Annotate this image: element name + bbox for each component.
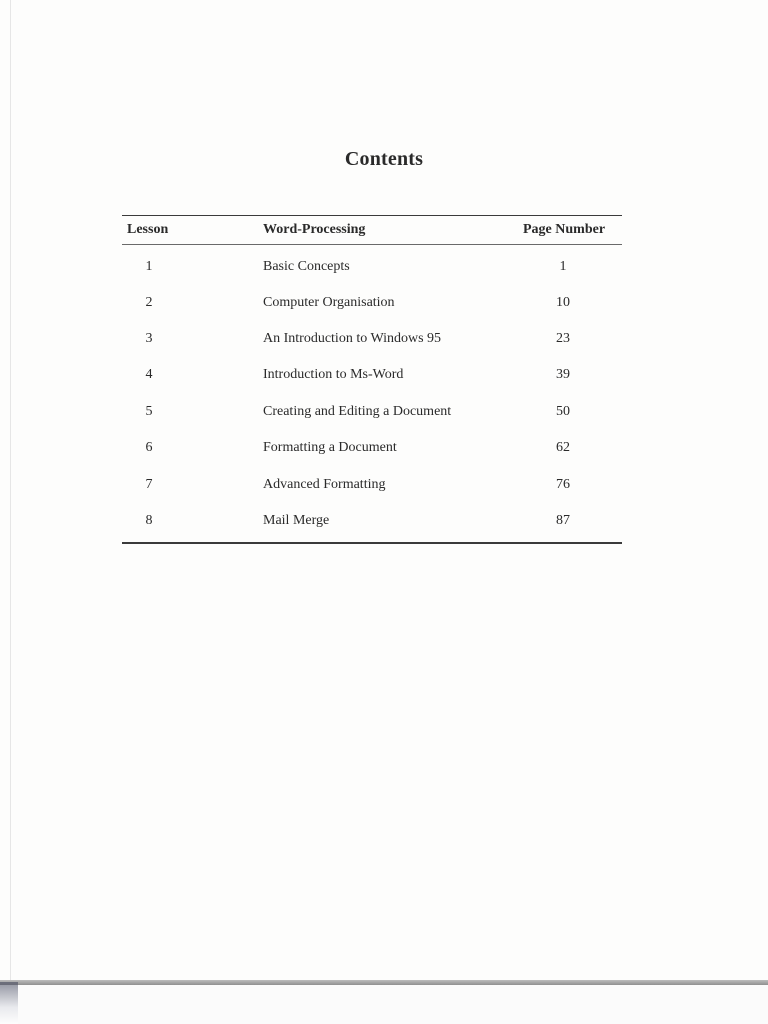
page-number: 23 <box>556 331 570 346</box>
table-row <box>0 259 768 279</box>
binding-corner <box>0 982 18 1024</box>
table-row <box>0 367 768 387</box>
table-row <box>0 331 768 351</box>
lesson-title: Formatting a Document <box>263 440 397 455</box>
table-row <box>0 440 768 460</box>
lesson-number: 8 <box>145 513 153 528</box>
page-number: 50 <box>556 404 570 419</box>
lesson-number: 1 <box>145 259 153 274</box>
table-row <box>0 404 768 424</box>
lesson-title: An Introduction to Windows 95 <box>263 331 442 346</box>
table-top-rule <box>122 215 622 216</box>
lesson-title: Computer Organisation <box>263 295 395 310</box>
lesson-title: Advanced Formatting <box>263 477 386 492</box>
header-topic: Word-Processing <box>263 222 366 237</box>
lesson-number: 2 <box>145 295 153 310</box>
lesson-number: 7 <box>145 477 153 492</box>
page-number: 76 <box>556 477 570 492</box>
page-number: 87 <box>556 513 570 528</box>
table-row <box>0 513 768 533</box>
lesson-title: Creating and Editing a Document <box>263 404 452 419</box>
header-page-number: Page Number <box>523 222 606 237</box>
table-bottom-rule <box>122 542 622 544</box>
page-title: Contents <box>344 148 424 170</box>
lesson-title: Mail Merge <box>263 513 330 528</box>
lesson-title: Basic Concepts <box>263 259 350 274</box>
page-number: 10 <box>556 295 570 310</box>
lesson-title: Introduction to Ms-Word <box>263 367 404 382</box>
page-number: 39 <box>556 367 570 382</box>
header-lesson: Lesson <box>127 222 169 237</box>
lesson-number: 5 <box>145 404 153 419</box>
lesson-number: 4 <box>145 367 153 382</box>
next-sheet-strip <box>0 985 768 1024</box>
lesson-number: 6 <box>145 440 153 455</box>
lesson-number: 3 <box>145 331 153 346</box>
page-number: 62 <box>556 440 570 455</box>
table-header-rule <box>122 244 622 245</box>
page-number: 1 <box>559 259 567 274</box>
table-row <box>0 295 768 315</box>
table-row <box>0 477 768 497</box>
